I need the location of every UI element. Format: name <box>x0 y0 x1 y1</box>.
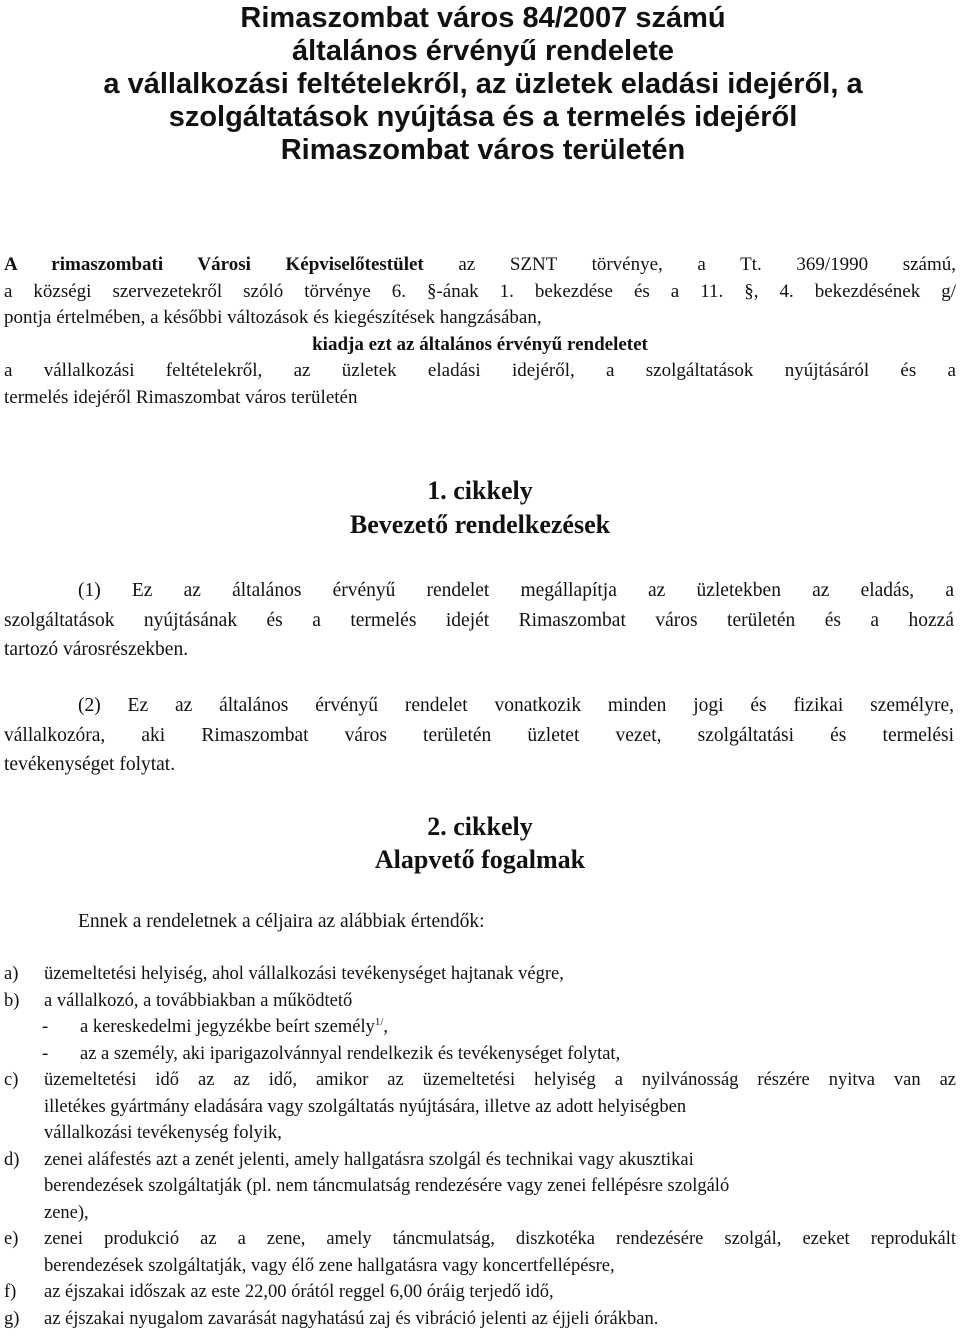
definition-item-b <box>4 988 956 1015</box>
article-2-title: Alapvető fogalmak <box>374 845 586 874</box>
definition-subitem <box>4 1014 956 1041</box>
subitem-text: az a személy, aki iparigazolvánnyal rendelkezik és tevékenységet folytat, <box>80 1043 621 1064</box>
item-label: e) <box>4 1229 19 1249</box>
definition-item-c <box>4 1067 956 1147</box>
paragraph-line: vállalkozóra, aki Rimaszombat város területén üzletet vezet, szolgáltatási és termelési <box>4 724 954 746</box>
paragraph-line: (1) Ez az általános érvényű rendelet megállapítja az üzletekben az eladás, a <box>78 580 954 601</box>
item-label: d) <box>4 1149 20 1170</box>
item-label: a) <box>4 964 19 984</box>
definition-item-g <box>4 1306 956 1333</box>
item-label: f) <box>4 1282 17 1302</box>
preamble-text: az SZNT törvénye, a Tt. 369/1990 számú, <box>423 254 956 275</box>
definition-item-f <box>4 1279 956 1306</box>
article-1-paragraph-2 <box>4 691 954 780</box>
item-text: zenei aláfestés azt a zenét jelenti, amely hallgatásra szolgál és technikai vagy akusztikai <box>44 1149 694 1170</box>
article-2-intro: Ennek a rendeletnek a céljaira az alábbiak értendők: <box>78 911 485 932</box>
paragraph-line: tartozó városrészekben. <box>4 639 189 660</box>
preamble <box>4 252 956 411</box>
title-line: Rimaszombat város területén <box>280 134 686 166</box>
article-1-number: 1. cikkely <box>427 476 533 505</box>
definition-item-a <box>4 961 956 988</box>
title-line: általános érvényű rendelete <box>292 35 674 67</box>
preamble-line: pontja értelmében, a későbbi változások és kiegészítések hangzásában, <box>4 307 542 328</box>
item-text: üzemeltetési idő az az idő, amikor az üzemeltetési helyiség a nyilvánosság részére nyitva van az <box>44 1070 956 1090</box>
title-line: szolgáltatások nyújtása és a termelés idejéről <box>168 101 798 133</box>
preamble-line: a vállalkozási feltételekről, az üzletek eladási idejéről, a szolgáltatások nyújtásáról és a <box>4 360 956 381</box>
item-label: b) <box>4 990 20 1011</box>
definition-item-e <box>4 1226 956 1279</box>
article-1-title: Bevezető rendelkezések <box>349 510 611 539</box>
enactment-statement: kiadja ezt az általános érvényű rendeletet <box>312 333 648 355</box>
preamble-line: termelés idejéről Rimaszombat város területén <box>4 386 358 408</box>
definitions-list <box>4 961 956 1332</box>
subitem-punct: , <box>383 1017 389 1037</box>
item-text: zenei produkció az a zene, amely táncmulatság, diszkotéka rendezésére szolgál, ezeket reprodukált <box>44 1229 956 1249</box>
item-text: berendezések szolgáltatják, vagy élő zene hallgatásra vagy koncertfellépésre, <box>44 1255 615 1276</box>
item-text: zene), <box>44 1202 89 1223</box>
item-label: c) <box>4 1070 19 1090</box>
item-label: g) <box>4 1308 20 1329</box>
title-line: a vállalkozási feltételekről, az üzletek eladási idejéről, a <box>103 68 863 100</box>
article-1-paragraph-1 <box>4 576 954 665</box>
preamble-line: a községi szervezetekről szóló törvénye 6. §-ának 1. bekezdése és a 11. §, 4. bekezdésének g/ <box>4 280 956 302</box>
subitem-text: a kereskedelmi jegyzékbe beírt személy <box>80 1017 375 1037</box>
council-name: A rimaszombati Városi Képviselőtestület <box>4 254 424 275</box>
preamble-line <box>4 252 956 279</box>
item-text: berendezések szolgáltatják (pl. nem táncmulatság rendezésére vagy zenei fellépésre szolgáló <box>44 1176 730 1196</box>
subitem-dash: - <box>42 1043 49 1064</box>
item-text: illetékes gyártmány eladására vagy szolgáltatás nyújtására, illetve az adott helyiségben <box>44 1096 687 1117</box>
paragraph-line: szolgáltatások nyújtásának és a termelés idejét Rimaszombat város területén és a hozzá <box>4 609 954 631</box>
document-title <box>0 2 960 167</box>
paragraph-line: tevékenységet folytat. <box>4 754 176 775</box>
item-text: az éjszakai időszak az este 22,00 órától reggel 6,00 óráig terjedő idő, <box>44 1282 554 1302</box>
title-line: Rimaszombat város 84/2007 számú <box>240 2 726 34</box>
article-2-number: 2. cikkely <box>427 812 533 841</box>
item-text: az éjszakai nyugalom zavarását nagyhatású zaj és vibráció jelenti az éjjeli órákban. <box>44 1308 659 1329</box>
item-text: üzemeltetési helyiség, ahol vállalkozási tevékenységet hajtanak végre, <box>44 964 564 984</box>
definition-subitem <box>4 1041 956 1068</box>
footnote-marker: 1/ <box>374 1016 384 1028</box>
item-text: a vállalkozó, a továbbiakban a működtető <box>44 990 353 1011</box>
paragraph-line: (2) Ez az általános érvényű rendelet vonatkozik minden jogi és fizikai személyre, <box>78 695 954 716</box>
subitem-dash: - <box>42 1017 49 1037</box>
definition-item-d <box>4 1147 956 1227</box>
item-text: vállalkozási tevékenység folyik, <box>44 1123 282 1143</box>
